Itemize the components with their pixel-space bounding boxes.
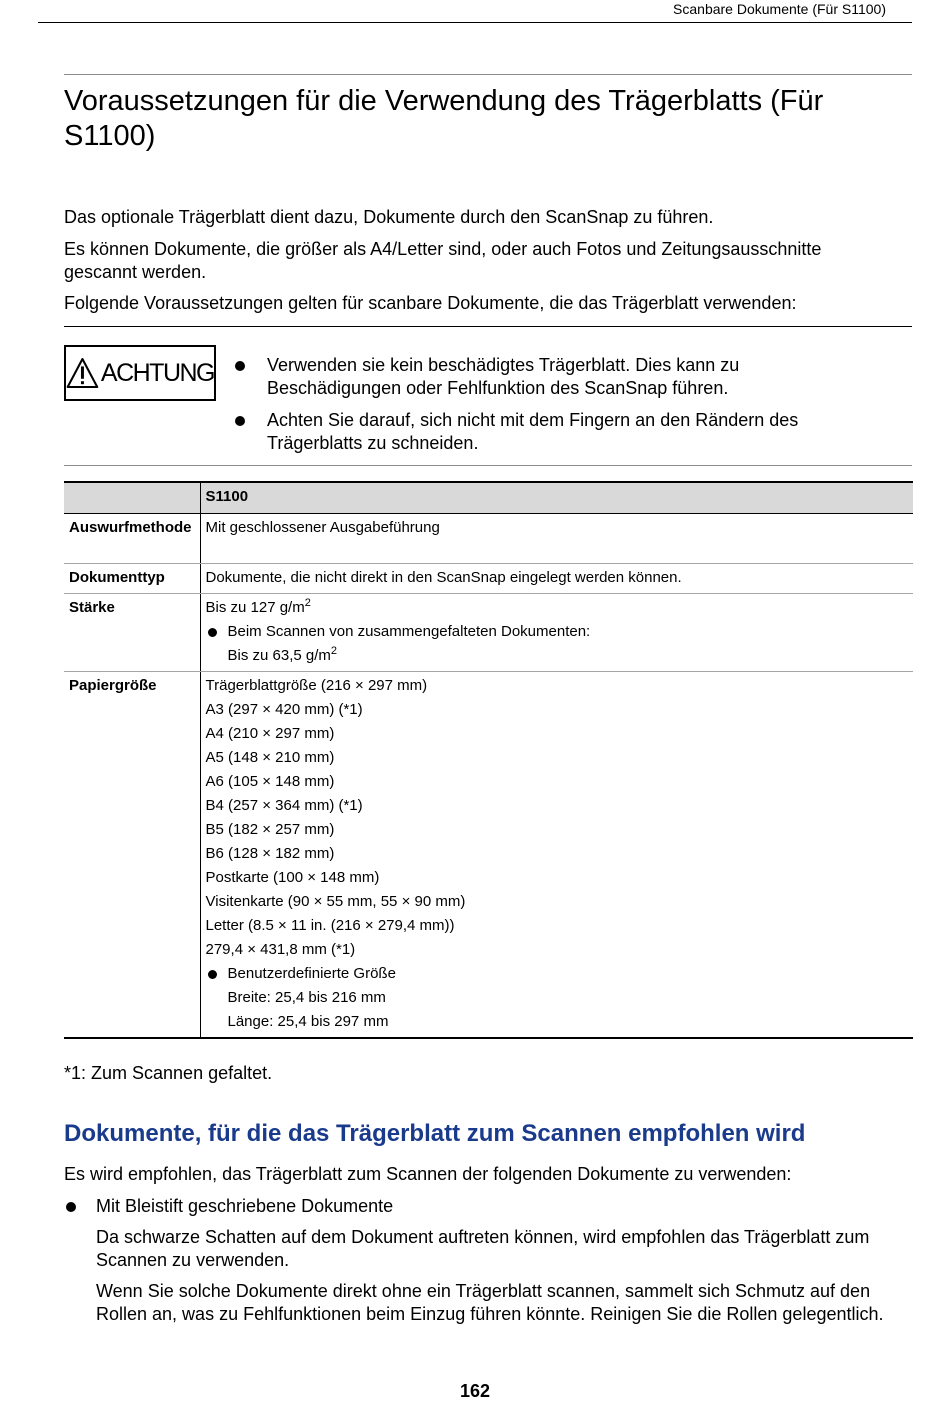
row-value-dokumenttyp: Dokumente, die nicht direkt in den ScanSnap eingelegt werden können. (200, 564, 913, 594)
custom-size-length: Länge: 25,4 bis 297 mm (227, 1013, 389, 1030)
table-row (64, 594, 913, 672)
caution-label: ACHTUNG (100, 358, 214, 387)
caution-bottom-rule (64, 465, 912, 466)
caution-top-rule (64, 326, 912, 327)
paper-size-item: B6 (128 × 182 mm) (205, 845, 335, 862)
table-row (64, 672, 913, 1039)
paper-size-item: 279,4 × 431,8 mm (*1) (205, 941, 356, 958)
row-value-papiergroesse (200, 672, 913, 1039)
staerke-bullet-text: Beim Scannen von zusammengefalteten Dokumenten: (227, 623, 591, 640)
page-number: 162 (459, 1381, 491, 1401)
spec-table (64, 481, 913, 1039)
intro-paragraph-3: Folgende Voraussetzungen gelten für scanbare Dokumente, die das Trägerblatt verwenden: (64, 293, 797, 313)
row-value-auswurfmethode: Mit geschlossener Ausgabeführung (200, 514, 913, 564)
table-corner-cell (64, 482, 200, 514)
table-column-header: S1100 (200, 482, 913, 514)
section-bullet-text: Mit Bleistift geschriebene Dokumente (96, 1196, 394, 1216)
bullet-dot-icon (208, 970, 217, 979)
intro-paragraph-2: Es können Dokumente, die größer als A4/Letter sind, oder auch Fotos und Zeitungsausschnitte gescannt werden. (64, 239, 822, 282)
section-intro: Es wird empfohlen, das Trägerblatt zum Scannen der folgenden Dokumente zu verwenden: (64, 1164, 792, 1184)
running-header: Scanbare Dokumente (Für S1100) (673, 1, 886, 17)
bullet-dot-icon (208, 628, 217, 637)
row-label-auswurfmethode: Auswurfmethode (64, 514, 200, 564)
bullet-dot-icon (235, 416, 245, 426)
title-rule (64, 74, 912, 75)
paper-size-item: A3 (297 × 420 mm) (*1) (205, 701, 363, 718)
row-value-staerke (200, 594, 913, 672)
footnote: *1: Zum Scannen gefaltet. (64, 1063, 273, 1083)
staerke-max: Bis zu 127 g/m (205, 599, 305, 616)
caution-item-text: Verwenden sie kein beschädigtes Trägerblatt. Dies kann zu Beschädigungen oder Fehlfunktion des ScanSnap führen. (267, 355, 740, 398)
paper-size-item: A4 (210 × 297 mm) (205, 725, 335, 742)
staerke-folded-max: Bis zu 63,5 g/m (227, 647, 331, 664)
row-label-papiergroesse: Papiergröße (64, 672, 200, 1039)
paper-size-item: Postkarte (100 × 148 mm) (205, 869, 380, 886)
custom-size-bullet-text: Benutzerdefinierte Größe (227, 965, 396, 982)
caution-label-box (64, 345, 216, 401)
paper-size-item: Visitenkarte (90 × 55 mm, 55 × 90 mm) (205, 893, 466, 910)
table-row (64, 514, 913, 564)
paper-size-item: B5 (182 × 257 mm) (205, 821, 335, 838)
bullet-dot-icon (235, 361, 245, 371)
table-row (64, 564, 913, 594)
custom-size-width: Breite: 25,4 bis 216 mm (227, 989, 386, 1006)
paper-size-item: A5 (148 × 210 mm) (205, 749, 335, 766)
section-paragraph-2: Wenn Sie solche Dokumente direkt ohne ein Trägerblatt scannen, sammelt sich Schmutz auf den Rollen an, was zu Fehlfunktionen beim Einzug führen könnte. Reinigen Sie die Rollen gelegentlich. (96, 1281, 884, 1324)
intro-paragraph-1: Das optionale Trägerblatt dient dazu, Dokumente durch den ScanSnap zu führen. (64, 207, 714, 227)
header-rule (38, 22, 912, 23)
row-label-staerke: Stärke (64, 594, 200, 672)
caution-item (235, 354, 855, 400)
page-title: Voraussetzungen für die Verwendung des Trägerblatts (Für S1100) (64, 85, 824, 152)
section-paragraph-1: Da schwarze Schatten auf dem Dokument auftreten können, wird empfohlen das Trägerblatt zum Scannen zu verwenden. (96, 1227, 870, 1270)
section-bullet (64, 1195, 894, 1218)
paper-size-item: A6 (105 × 148 mm) (205, 773, 335, 790)
staerke-bullet (206, 620, 909, 644)
row-label-dokumenttyp: Dokumenttyp (64, 564, 200, 594)
section-heading: Dokumente, für die das Trägerblatt zum Scannen empfohlen wird (64, 1120, 806, 1147)
caution-item-text: Achten Sie darauf, sich nicht mit dem Fingern an den Rändern des Trägerblatts zu schneiden. (267, 410, 799, 453)
unit-superscript: 2 (304, 597, 311, 609)
table-header-row (64, 482, 913, 514)
paper-size-item: Letter (8.5 × 11 in. (216 × 279,4 mm)) (205, 917, 455, 934)
caution-item (235, 409, 855, 455)
unit-superscript: 2 (330, 645, 338, 657)
bullet-dot-icon (66, 1202, 76, 1212)
paper-size-item: Trägerblattgröße (216 × 297 mm) (205, 677, 428, 694)
custom-size-bullet (206, 962, 909, 986)
warning-triangle-icon (66, 354, 99, 392)
paper-size-item: B4 (257 × 364 mm) (*1) (205, 797, 363, 814)
